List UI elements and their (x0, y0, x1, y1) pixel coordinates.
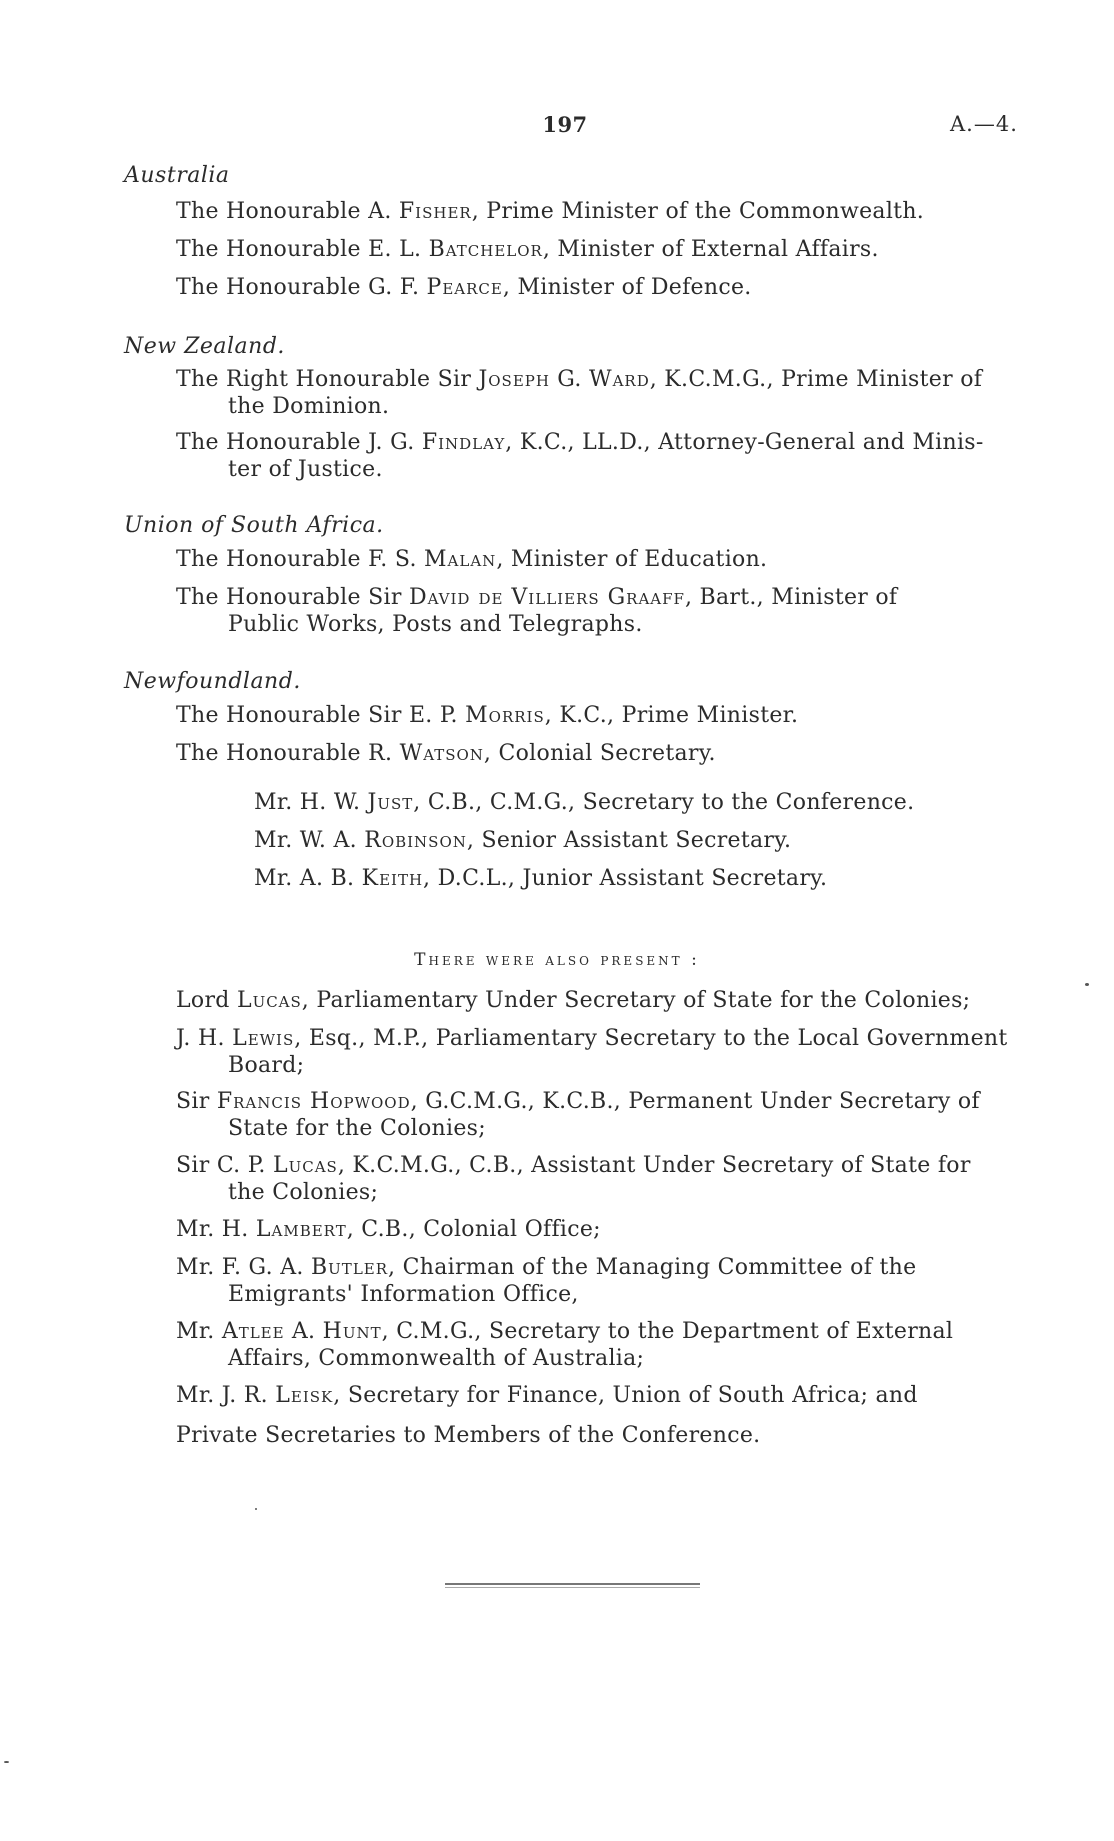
attendee-name: Leisk (275, 1383, 334, 1408)
attendee-entry (176, 1382, 1022, 1409)
entry-prefix: The Honourable E. L. (176, 237, 429, 262)
entry-prefix: The Honourable F. S. (176, 547, 425, 572)
entry-continuation: State for the Colonies; (228, 1116, 486, 1141)
member-entry (176, 740, 1022, 767)
attendee-name: Lucas (236, 988, 302, 1013)
entry-continuation: Board; (228, 1053, 305, 1078)
member-entry (176, 198, 1022, 225)
entry-suffix: , Colonial Secretary. (483, 741, 716, 766)
entry-prefix: The Honourable G. F. (176, 275, 427, 300)
member-entry (176, 274, 1022, 301)
entry-suffix: , Esq., M.P., Parliamentary Secretary to the Local Government (294, 1026, 1008, 1051)
entry-suffix: , C.B., Colonial Office; (346, 1217, 601, 1242)
staff-name: Just (367, 790, 414, 815)
attendee-entry (176, 1088, 1022, 1142)
entry-prefix: Mr. W. A. (254, 828, 365, 853)
staff-name: Robinson (364, 828, 467, 853)
entry-continuation: Emigrants' Information Office, (228, 1282, 579, 1307)
attendee-entry (176, 1152, 1022, 1206)
entry-middle: A. (284, 1319, 323, 1344)
entry-prefix: Sir C. P. (176, 1153, 273, 1178)
entry-suffix: , Bart., Minister of (684, 585, 898, 610)
entry-prefix: The Right Honourable Sir (176, 367, 479, 392)
entry-suffix: , C.M.G., Secretary to the Department of External (381, 1319, 954, 1344)
entry-prefix: Sir (176, 1089, 217, 1114)
attendee-name: Francis Hopwood (216, 1089, 411, 1114)
entry-continuation: the Colonies; (228, 1180, 379, 1205)
member-entry (176, 546, 1022, 573)
attendee-entry (176, 1025, 1022, 1079)
entry-prefix: Mr. (176, 1319, 222, 1344)
page-number: 197 (542, 112, 588, 137)
entry-suffix: , Minister of External Affairs. (542, 237, 879, 262)
attendee-name: Lambert (255, 1217, 347, 1242)
entry-suffix: , G.C.M.G., K.C.B., Permanent Under Secretary of (410, 1089, 980, 1114)
scan-speck (255, 1508, 257, 1510)
member-entry (176, 366, 1022, 420)
attendee-name: Butler (311, 1255, 389, 1280)
section-heading-australia: Australia (124, 163, 230, 188)
section-heading-south-africa: Union of South Africa. (124, 513, 384, 538)
entry-suffix: , K.C.M.G., Prime Minister of (649, 367, 983, 392)
attendee-entry (176, 1254, 1022, 1308)
attendee-entry (176, 987, 1022, 1014)
closing-rule-lower (445, 1587, 700, 1588)
entry-suffix: , Minister of Defence. (502, 275, 752, 300)
entry-suffix: , Chairman of the Managing Committee of the (388, 1255, 917, 1280)
entry-prefix: Mr. H. (176, 1217, 256, 1242)
closing-rule (445, 1583, 700, 1585)
staff-entry (254, 828, 1014, 853)
entry-prefix: Lord (176, 988, 237, 1013)
entry-prefix: Mr. J. R. (176, 1383, 276, 1408)
member-name: Watson (399, 741, 484, 766)
entry-prefix: The Honourable Sir E. P. (176, 703, 466, 728)
entry-suffix: , Minister of Education. (496, 547, 768, 572)
member-entry (176, 429, 1022, 483)
attendee-name: Lewis (232, 1026, 295, 1051)
entry-suffix: , Senior Assistant Secretary. (466, 828, 792, 853)
attendee-name: Atlee (221, 1319, 285, 1344)
attendee-entry (176, 1422, 1022, 1449)
member-surname: Ward (588, 367, 650, 392)
entry-prefix: The Honourable J. G. (176, 430, 422, 455)
entry-suffix: , D.C.L., Junior Assistant Secretary. (423, 866, 828, 891)
member-name: Joseph (478, 367, 550, 392)
member-entry (176, 702, 1022, 729)
entry-prefix: The Honourable A. (176, 199, 399, 224)
entry-prefix: Mr. A. B. (254, 866, 362, 891)
entry-continuation: ter of Justice. (228, 457, 383, 482)
entry-suffix: , K.C.M.G., C.B., Assistant Under Secretary of State for (337, 1153, 971, 1178)
attendee-entry (176, 1216, 1022, 1243)
attendee-surname: Hunt (322, 1319, 382, 1344)
member-name: David de Villiers Graaff (408, 585, 685, 610)
entry-suffix: , Parliamentary Under Secretary of State for the Colonies; (301, 988, 971, 1013)
entry-prefix: Mr. H. W. (254, 790, 368, 815)
entry-continuation: Affairs, Commonwealth of Australia; (228, 1346, 645, 1371)
staff-entry (254, 866, 1014, 891)
entry-prefix: The Honourable R. (176, 741, 400, 766)
entry-prefix: Mr. F. G. A. (176, 1255, 311, 1280)
entry-prefix: The Honourable Sir (176, 585, 409, 610)
member-entry (176, 584, 1022, 638)
scan-speck (4, 1761, 9, 1763)
member-entry (176, 236, 1022, 263)
member-name: Findlay (421, 430, 506, 455)
member-name: Morris (465, 703, 545, 728)
attendee-name: Lucas (272, 1153, 338, 1178)
member-name: Fisher (398, 199, 472, 224)
section-heading-newfoundland: Newfoundland. (124, 669, 301, 694)
entry-suffix: , C.B., C.M.G., Secretary to the Conference. (413, 790, 915, 815)
entry-continuation: the Dominion. (228, 394, 390, 419)
member-name: Pearce (426, 275, 503, 300)
attendee-entry (176, 1318, 1022, 1372)
section-heading-new-zealand: New Zealand. (124, 334, 285, 359)
paper-number: A.—4. (950, 112, 1018, 136)
member-name: Malan (424, 547, 497, 572)
entry-text: Private Secretaries to Members of the Conference. (176, 1423, 761, 1448)
entry-continuation: Public Works, Posts and Telegraphs. (228, 612, 643, 637)
staff-entry (254, 790, 1014, 815)
entry-suffix: , K.C., LL.D., Attorney-General and Minis- (505, 430, 984, 455)
entry-middle: G. (549, 367, 589, 392)
staff-name: Keith (361, 866, 424, 891)
entry-prefix: J. H. (176, 1026, 233, 1051)
member-name: Batchelor (428, 237, 543, 262)
entry-suffix: , Secretary for Finance, Union of South Africa; and (333, 1383, 918, 1408)
scan-speck (1085, 983, 1089, 986)
entry-suffix: , K.C., Prime Minister. (544, 703, 799, 728)
entry-suffix: , Prime Minister of the Commonwealth. (471, 199, 925, 224)
also-present-heading: There were also present : (414, 950, 700, 970)
